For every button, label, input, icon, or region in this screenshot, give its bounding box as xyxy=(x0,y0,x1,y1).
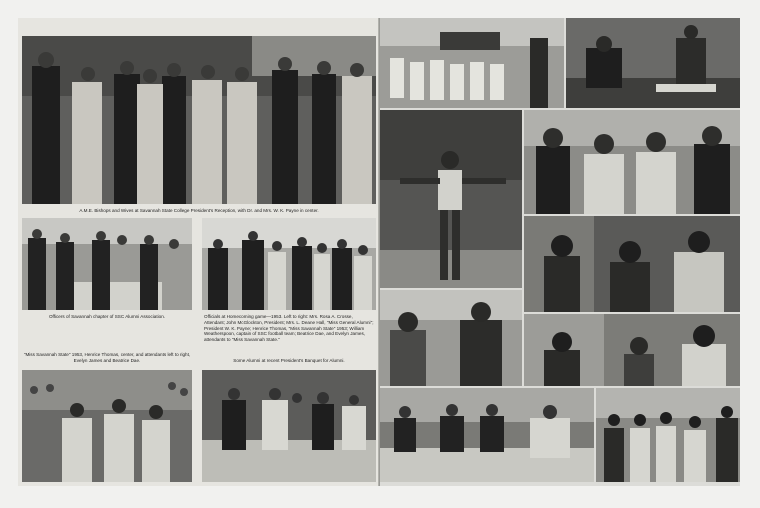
caption-alumni-officers: Officers of Savannah chapter of SSC Alumni Association. xyxy=(48,314,166,319)
photo-meeting-table xyxy=(380,388,594,482)
photo-band-outdoors xyxy=(380,18,564,108)
magazine-spread xyxy=(18,18,740,486)
caption-homecoming: Officials at Homecoming game—1953. Left to right: Mrs. Rosa A. Crosse, Attendant; John McGlockton, President; Mrs. L. Deane Hall, "Miss General Alumni"; President W. K. Payne; Henrice Thomas, "Miss Savannah State" 1953; William Weatherspoon, captain of SSC football team; Beatrice Dae, and Evelyn James, attendants to "Miss Savannah State." xyxy=(204,314,374,343)
photo-performer xyxy=(380,110,522,288)
caption-banquet: Some Alumni at recent President's Banquet for Alumni. xyxy=(233,358,345,363)
photo-two-men xyxy=(380,290,522,386)
photo-portraits xyxy=(524,314,740,386)
photo-alumni-banquet xyxy=(202,370,376,482)
caption-bishops: A.M.E. Bishops and Wives at Savannah State College President's Reception, with Dr. and Mrs. W. K. Payne in center. xyxy=(79,208,319,213)
right-page xyxy=(380,18,740,486)
photo-women-and-man xyxy=(524,216,740,312)
photo-miss-savannah-state xyxy=(22,370,192,482)
photo-bishops-reception xyxy=(22,36,376,204)
photo-signing-desk xyxy=(566,18,740,108)
left-page xyxy=(18,18,380,486)
photo-homecoming-officials xyxy=(202,218,376,310)
photo-alumni-officers xyxy=(22,218,192,310)
caption-miss-savannah: "Miss Savannah State" 1953, Henrice Thomas, center, and attendants left to right, Evelyn James and Beatrice Dae. xyxy=(23,352,191,363)
photo-women-group xyxy=(596,388,740,482)
photo-group-four xyxy=(524,110,740,214)
